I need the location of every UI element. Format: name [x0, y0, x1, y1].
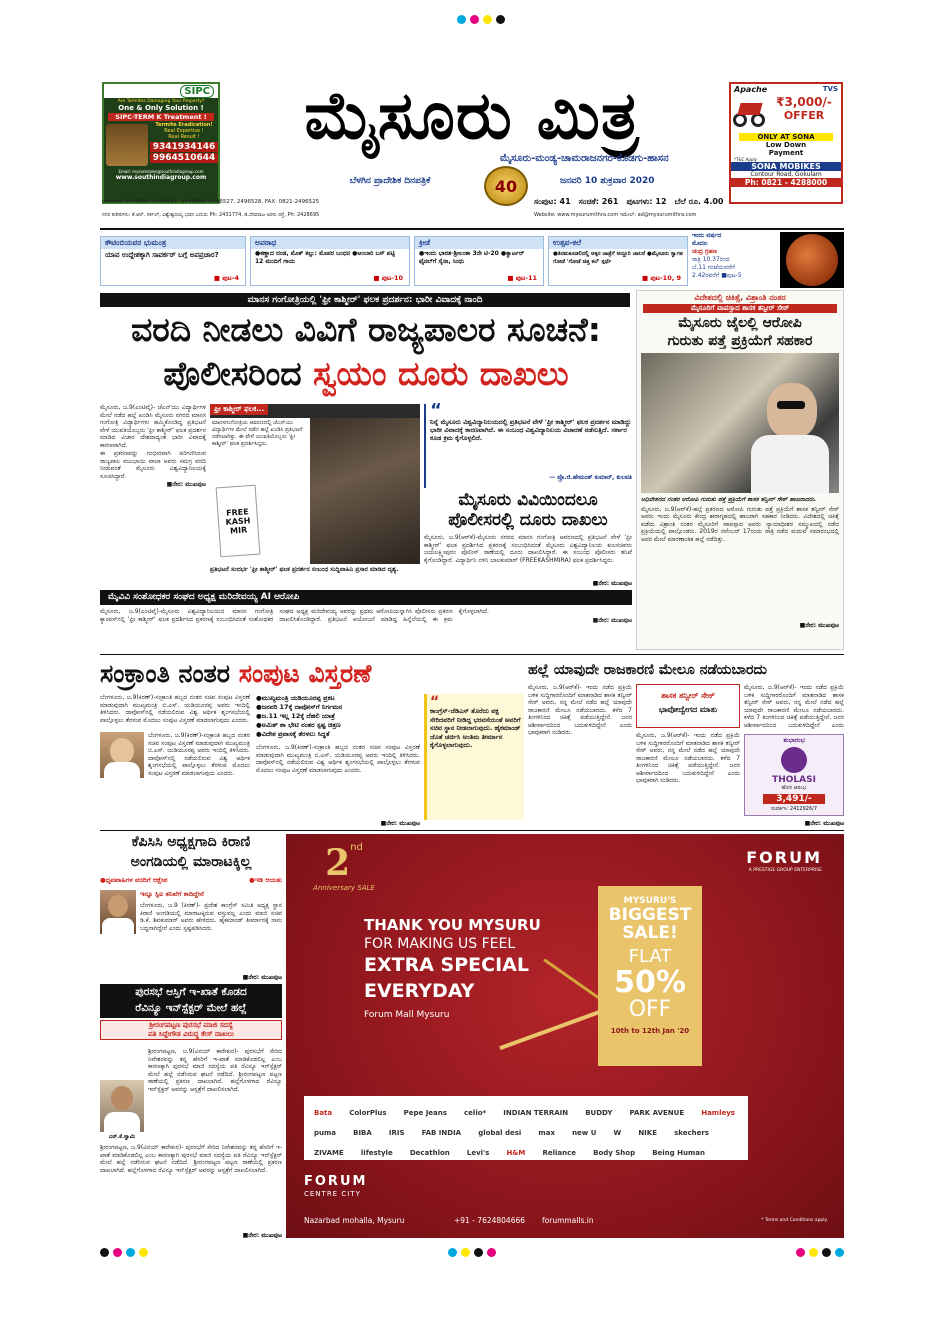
sipc-line5: Real Result ! [168, 134, 200, 140]
forum-tc: * Terms and Conditions apply. [761, 1218, 828, 1223]
brand-logo: PARK AVENUE [629, 1109, 685, 1117]
strip-text: ಯಾವ ಉದ್ದೇಶಕ್ಕಾಗಿ ಸಾವರ್ಕರ್ ಬಗ್ಗೆ ಅಪಪ್ರಚಾರ? [105, 251, 219, 259]
cabinet-body-top [100, 694, 250, 730]
sipc-phone2[interactable]: 9964510644 [150, 153, 218, 163]
masthead-volume-row [534, 197, 724, 207]
lead-quote-box: “ ನಿನ್ನೆ ಮೈಸೂರು ವಿಶ್ವವಿದ್ಯಾನಿಲಯದಲ್ಲಿ ಪ್ರತಿಭಟನೆ ವೇಳೆ 'ಫ್ರೀ ಕಾಶ್ಮೀರ್' ಫಲಕ ಪ್ರದರ್ಶನ ಮಾಡಿದ್ದು ಭಾರೀ ವಿವಾದಕ್ಕೆ ಕಾರಣವಾಗಿದೆ. ಈ ಸಂಬಂಧ ವಿಶ್ವವಿದ್ಯಾನಿಲಯ ವಿಚಾರಣೆ ನಡೆಸುತ್ತಿದೆ. ಸರ್ಕಾರ ಕೂಡ ಕ್ರಮ ಕೈಗೊಳ್ಳಲಿದೆ. — ಪ್ರೊ.ಜಿ.ಹೇಮಂತ್ ಕುಮಾರ್, ಕುಲಪತಿ [424, 404, 632, 488]
header-rule [100, 228, 844, 230]
right-headline-1: ಮೈಸೂರು ಜೈಲಲ್ಲಿ ಆರೋಪಿ [678, 315, 802, 331]
brand-logo: Bata [314, 1109, 333, 1117]
brand-logo: ColorPlus [349, 1109, 387, 1117]
sipc-email[interactable]: Email: mysoresales@southindiagroup.com [118, 169, 204, 174]
apache-addr: Contour Road, Gokulam [750, 171, 822, 178]
strip-item-festival[interactable] [548, 236, 688, 286]
assault-body-2: ಮೈಸೂರು, ಜ.9(ಆರ್‌ಕೆ)- ಇಂದು ನಡೆದ ಪ್ರಕ್ರಿಯೆ ಬಳಿಕ ಸುದ್ದಿಗಾರರೊಂದಿಗೆ ಮಾತನಾಡಿದ ಶಾಸಕ ತನ್ವೀರ್ ಸೇಠ್ ಅವರು, ನನ್ನ ಮೇಲೆ ನಡೆದ ಹಲ್ಲೆ ಯಾವುದೇ ರಾಜಕಾರಣಿ ಮೇಲೂ ನಡೆಯಬಾರದು. ಕಳೆದ 7 ತಿಂಗಳಿನಿಂದ ಚಿಕಿತ್ಸೆ ಪಡೆಯುತ್ತಿದ್ದೇನೆ. ಜನರ ಆಶೀರ್ವಾದದಿಂದ ಬದುಕುಳಿದಿದ್ದೇನೆ ಎಂದು ಭಾವುಕರಾಗಿ ನುಡಿದರು. [636, 732, 740, 784]
eclipse-box[interactable] [692, 232, 844, 288]
brand-logo: Decathlon [409, 1149, 450, 1157]
brand-logo: ZIVAME [314, 1149, 344, 1157]
kpcc-body: ಬೆಂಗಳೂರು, ಜ.9 (ಕಿರಣ್)- ಪ್ರದೇಶ ಕಾಂಗ್ರೆಸ್ ಸಮಿತಿ ಅಧ್ಯಕ್ಷ ಸ್ಥಾನ ಕಿರಾಣಿ ಅಂಗಡಿಯಲ್ಲಿ ಮಾರಾಟಕ್ಕಿರುವ ವಸ್ತುವಲ್ಲ ಎಂದು ಮಾಜಿ ಸಚಿವ ಡಿ.ಕೆ. ಶಿವಕುಮಾರ್ ಅವರು ಹೇಳಿದರು. ಹೈಕಮಾಂಡ್ ತೀರ್ಮಾನಕ್ಕೆ ನಾನು ಬದ್ಧನಾಗಿದ್ದೇನೆ ಎಂದು ಸ್ಪಷ್ಟಪಡಿಸಿದರು. [140, 902, 282, 932]
assault-body-col2 [636, 732, 740, 828]
registration-dot [457, 15, 466, 24]
lead-byline: ■ನೇರ: ಮುಖಪುಟ [166, 481, 206, 488]
strip-item-crime[interactable] [250, 236, 410, 286]
brand-logo: new U [572, 1129, 597, 1137]
municipal-headline-box [100, 984, 282, 1018]
sub-story-headline-2: ಪೊಲೀಸರಲ್ಲಿ ದೂರು ದಾಖಲು [448, 510, 608, 530]
cabinet-bullet: ●ವಿದೇಶ ಪ್ರವಾಸಕ್ಕೆ ತೆರಳಲು ಸಿದ್ಧತೆ [256, 730, 330, 738]
anniversary-num: 2 [325, 842, 351, 884]
apache-store: SONA MOBIKES [731, 162, 841, 171]
brand-logo: max [538, 1129, 555, 1137]
tholasi-name: THOLASI [772, 775, 816, 785]
crowd-image [310, 418, 420, 564]
contact-line: ದೂರವಾಣಿ: 2496520, 2496521, 2496526, 2496527, 2496528, FAX: 0821-2496525 [102, 199, 320, 205]
forum-line3: EXTRA SPECIAL [364, 954, 529, 976]
sipc-phone1[interactable]: 9341934146 [150, 142, 218, 152]
forum-line4: EVERYDAY [364, 980, 475, 1002]
strip-text: ●ಕಣ್ಣಾದ ದಂಡ, ಮೊಕ್ ಕಲ್ಲು: ಮೊಪರ ಬಂಧನ ●ಅಂಬಾರಿ ಬಸ್‌ ಪಟ್ಟಿ 12 ಮಂದಿಗೆ ಗಾಯ [255, 250, 395, 265]
brands-strip [304, 1096, 748, 1160]
lead-quote: ನಿನ್ನೆ ಮೈಸೂರು ವಿಶ್ವವಿದ್ಯಾನಿಲಯದಲ್ಲಿ ಪ್ರತಿಭಟನೆ ವೇಳೆ 'ಫ್ರೀ ಕಾಶ್ಮೀರ್' ಫಲಕ ಪ್ರದರ್ಶನ ಮಾಡಿದ್ದು ಭಾರೀ ವಿವಾದಕ್ಕೆ ಕಾರಣವಾಗಿದೆ. ಈ ಸಂಬಂಧ ವಿಶ್ವವಿದ್ಯಾನಿಲಯ ವಿಚಾರಣೆ ನಡೆಸುತ್ತಿದೆ. ಸರ್ಕಾರ ಕೂಡ ಕ್ರಮ ಕೈಗೊಳ್ಳಲಿದೆ. [430, 418, 632, 442]
strip-head: ಕ್ರೀಡೆ [415, 237, 543, 249]
brand-logo: FAB INDIA [421, 1129, 462, 1137]
eclipse-line1: ಇಂದು ವರ್ಷದ [692, 232, 722, 239]
photo-inset-text: ಮಾನಸಗಂಗೋತ್ರಿಯ ಆವರಣದಲ್ಲಿ ಜೆಎನ್‌ಯು ವಿದ್ಯಾರ್ಥಿಗಳ ಮೇಲೆ ನಡೆದ ಹಲ್ಲೆ ಖಂಡಿಸಿ ಪ್ರತಿಭಟನೆ ನಡೆಸಲಾಗಿತ್ತು. ಈ ವೇಳೆ ಯುವತಿಯೊಬ್ಬರು 'ಫ್ರೀ ಕಾಶ್ಮೀರ್' ಫಲಕ ಪ್ರದರ್ಶಿಸಿದ್ದರು. [212, 420, 303, 447]
right-headline-2: ಗುರುತು ಪತ್ತೆ ಪ್ರಕ್ರಿಯೆಗೆ ಸಹಕಾರ [667, 333, 813, 349]
brand-logo: Reliance [542, 1149, 577, 1157]
sale-off: OFF [628, 997, 672, 1022]
cabinet-body: ಬೆಂಗಳೂರು, ಜ.9(ಕಿರಣ್)-ಸಂಕ್ರಾಂತಿ ಹಬ್ಬದ ನಂತರ ಸಚಿವ ಸಂಪುಟ ವಿಸ್ತರಣೆ ಮಾಡುವುದಾಗಿ ಮುಖ್ಯಮಂತ್ರಿ ಬಿ.ಎಸ್. ಯಡಿಯೂರಪ್ಪ ಅವರು ಇಂದಿಲ್ಲಿ ತಿಳಿಸಿದರು. ದಾವೋಸ್‌ನಲ್ಲಿ ನಡೆಯಲಿರುವ ವಿಶ್ವ ಆರ್ಥಿಕ ಶೃಂಗಸಭೆಯಲ್ಲಿ ಪಾಲ್ಗೊಳ್ಳಲು ತೆರಳುವ ಮೊದಲು ಸಂಪುಟ ವಿಸ್ತರಣೆ ಮಾಡಲಾಗುವುದು ಎಂದರು. [100, 694, 250, 724]
placard [216, 485, 261, 558]
cabinet-bullet: ●ಮುಖ್ಯಮಂತ್ರಿ ಯಡಿಯೂರಪ್ಪ ಪ್ರಕಟ [256, 694, 335, 702]
registration-dot [113, 1248, 122, 1257]
municipal-headline-2: ರೆವಿನ್ಯೂ ಇನ್‌ಸ್ಪೆಕ್ಟರ್ ಮೇಲೆ ಹಲ್ಲೆ [135, 1002, 247, 1014]
eclipse-line6: 2.42ರವರೆಗೆ ■ಪುಟ-5 [692, 272, 742, 279]
brand-logo: W [613, 1129, 622, 1137]
lead-headline-2a: ಪೊಲೀಸರಿಂದ [163, 354, 302, 393]
municipal-byline: ■ನೇರ: ಮುಖಪುಟ [242, 1232, 282, 1239]
tholasi-logo [781, 747, 807, 773]
registration-dot [100, 1248, 109, 1257]
sale-tag [598, 886, 702, 1066]
sipc-web[interactable]: www.southindiagroup.com [115, 174, 207, 181]
apache-low: Low Down [765, 141, 807, 149]
brand-logo: BUDDY [585, 1109, 613, 1117]
registration-dot [470, 15, 479, 24]
assault-sub-2: ಭಾವೋದ್ವೇಗದ ಮಾತು [658, 705, 718, 714]
right-byline: ■ನೇರ: ಮುಖಪುಟ [799, 621, 839, 629]
strip-page: ■ ಪುಟ-4 [213, 274, 239, 282]
cabinet-bullet: ●ಅಮಿತ್ ಶಾ ಭೇಟಿ ನಂತರ ಸ್ಪಷ್ಟ ಚಿತ್ರಣ [256, 721, 341, 729]
eclipse-line4: ರಾತ್ರಿ 10.37ರಿಂದ [692, 256, 730, 263]
yeddyurappa-photo [100, 732, 144, 778]
right-body-text: ಮೈಸೂರು, ಜ.9(ಆರ್‌ಕೆ)-ಹಲ್ಲೆ ಪ್ರಕರಣದ ಆರೋಪಿ ಗುರುತು ಪತ್ತೆ ಪ್ರಕ್ರಿಯೆಗೆ ಶಾಸಕ ತನ್ವೀರ್ ಸೇಠ್ ಅವರು ಇಂದು ಮೈಸೂರು ಕೇಂದ್ರ ಕಾರಾಗೃಹದಲ್ಲಿ ಹಾಜರಾಗಿ ಸಹಕಾರ ನೀಡಿದರು. ವಿದೇಶದಲ್ಲಿ ಚಿಕಿತ್ಸೆ ಪಡೆದು ವಿಶ್ರಾಂತಿ ನಂತರ ಮೈಸೂರಿಗೆ ವಾಪಸ್ಸಾದ ಅವರು ನ್ಯಾಯಾಧೀಶರ ಸಮ್ಮುಖದಲ್ಲಿ ನಡೆದ ಪ್ರಕ್ರಿಯೆಯಲ್ಲಿ ಪಾಲ್ಗೊಂಡರು. 2019ರ ನವೆಂಬರ್ 17ರಂದು ರಾತ್ರಿ ನಡೆದ ಮದುವೆ ಸಮಾರಂಭದಲ್ಲಿ ಅವರ ಮೇಲೆ ಮಾರಣಾಂತಿಕ ಹಲ್ಲೆ ನಡೆದಿತ್ತು. [641, 505, 839, 543]
brand-logo: Body Shop [593, 1149, 636, 1157]
assault-body-col1 [528, 684, 632, 824]
masthead-tagline: ಮೈಸೂರು-ಮಂಡ್ಯ-ಚಾಮರಾಜನಗರ-ಕೊಡಗು-ಹಾಸನ [500, 153, 669, 164]
registration-dot [822, 1248, 831, 1257]
assault-subbox [636, 684, 740, 728]
strip-head: ಅಪರಾಧ [251, 237, 409, 249]
termite-image [106, 124, 148, 166]
eclipse-line5: ಬೆ.11 ಗಂಟೆಯವರೆಗೆ [692, 264, 735, 271]
issue: ಸಂಚಿಕೆ: 261 [578, 197, 619, 206]
tholasi-addr: ಸಂಪರ್ಕಿಸಿ: 2412926/7 [770, 806, 818, 812]
section-rule [100, 654, 844, 655]
price: ಬೆಲೆ ರೂ. 4.00 [674, 197, 724, 206]
cabinet-headline-b: ಸಂಪುಟ ವಿಸ್ತರಣೆ [238, 659, 372, 688]
swamy-caption: ಎನ್.ಕೆ.ಸ್ವಾಮಿ [108, 1134, 136, 1140]
lead-body-1: ಮೈಸೂರು, ಜ.9(ಎಂಟಿವೈ)- ಜೆಎನ್‌ಯು ವಿದ್ಯಾರ್ಥಿಗಳ ಮೇಲೆ ನಡೆದ ಹಲ್ಲೆ ಖಂಡಿಸಿ ಮೈಸೂರು ನಗರದ ಮಾನಸ ಗಂಗೋತ್ರಿ ವಿದ್ಯಾರ್ಥಿಗಳು ಹಮ್ಮಿಕೊಂಡಿದ್ದ ಪ್ರತಿಭಟನೆ ವೇಳೆ ಯುವತಿಯೊಬ್ಬರು 'ಫ್ರೀ ಕಾಶ್ಮೀರ್' ಫಲಕ ಪ್ರದರ್ಶನ ಮಾಡಿದ ವಿಚಾರ ದೇಶದಾದ್ಯಂತ ಭಾರೀ ವಿವಾದಕ್ಕೆ ಕಾರಣವಾಗಿದೆ. [100, 404, 206, 449]
mid-band-body [100, 608, 632, 648]
right-caption: ಅಧಿವೇಶನದ ನಂತರ ಆರೋಪಿ ಗುರುತು ಪತ್ತೆ ಪ್ರಕ್ರಿಯೆಗೆ ಶಾಸಕ ತನ್ವೀರ್ ಸೇಠ್ ಹಾಜರಾದರು. [641, 496, 817, 503]
forum-logo-sub: A PRESTIGE GROUP ENTERPRISE [748, 868, 822, 873]
brand-logo: lifestyle [360, 1149, 393, 1157]
lead-headline-2 [100, 352, 632, 396]
cabinet-bullet: ●ಜನವರಿ 17ಕ್ಕೆ ದಾವೋಸ್‌ಗೆ ನಿರ್ಗಮನ [256, 703, 343, 711]
cabinet-body-col2-text: ಬೆಂಗಳೂರು, ಜ.9(ಕಿರಣ್)-ಸಂಕ್ರಾಂತಿ ಹಬ್ಬದ ನಂತರ ಸಚಿವ ಸಂಪುಟ ವಿಸ್ತರಣೆ ಮಾಡುವುದಾಗಿ ಮುಖ್ಯಮಂತ್ರಿ ಬಿ.ಎಸ್. ಯಡಿಯೂರಪ್ಪ ಅವರು ಇಂದಿಲ್ಲಿ ತಿಳಿಸಿದರು. ದಾವೋಸ್‌ನಲ್ಲಿ ನಡೆಯಲಿರುವ ವಿಶ್ವ ಆರ್ಥಿಕ ಶೃಂಗಸಭೆಯಲ್ಲಿ ಪಾಲ್ಗೊಳ್ಳಲು ತೆರಳುವ ಮೊದಲು ಸಂಪುಟ ವಿಸ್ತರಣೆ ಮಾಡಲಾಗುವುದು ಎಂದರು. [256, 744, 420, 774]
assault-body-3: ಮೈಸೂರು, ಜ.9(ಆರ್‌ಕೆ)- ಇಂದು ನಡೆದ ಪ್ರಕ್ರಿಯೆ ಬಳಿಕ ಸುದ್ದಿಗಾರರೊಂದಿಗೆ ಮಾತನಾಡಿದ ಶಾಸಕ ತನ್ವೀರ್ ಸೇಠ್ ಅವರು, ನನ್ನ ಮೇಲೆ ನಡೆದ ಹಲ್ಲೆ ಯಾವುದೇ ರಾಜಕಾರಣಿ ಮೇಲೂ ನಡೆಯಬಾರದು. ಕಳೆದ 7 ತಿಂಗಳಿನಿಂದ ಚಿಕಿತ್ಸೆ ಪಡೆಯುತ್ತಿದ್ದೇನೆ. ಜನರ ಆಶೀರ್ವಾದದಿಂದ ಬದುಕುಳಿದಿದ್ದೇನೆ ಎಂದು [744, 684, 844, 729]
registration-dot [461, 1248, 470, 1257]
cabinet-headline-a: ಸಂಕ್ರಾಂತಿ ನಂತರ [100, 659, 231, 688]
forum-line2: FOR MAKING US FEEL [364, 936, 516, 952]
right-kicker-1: ವಿದೇಶದಲ್ಲಿ ಚಿಕಿತ್ಸೆ, ವಿಶ್ರಾಂತಿ ನಂತರ [694, 293, 786, 302]
municipal-sub-1: ಶ್ರೀರಂಗಪಟ್ಟಣ ಪುರಸಭೆ ಮಾಜಿ ಸದಸ್ಯೆ [149, 1021, 233, 1029]
pages: ಪುಟಗಳು: 12 [626, 197, 667, 206]
brand-logo: INDIAN TERRAIN [503, 1109, 569, 1117]
sipc-question: Are Termites Damaging Your Property? [117, 99, 205, 104]
registration-dot [448, 1248, 457, 1257]
eclipse-line2: ಮೊದಲ [692, 240, 708, 247]
swamy-photo [100, 1080, 144, 1132]
forum-phone[interactable]: +91 - 7624804666 [454, 1216, 526, 1225]
apache-offer: OFFER [783, 109, 825, 122]
web-line[interactable]: Website: www.mysurumithra.com ಇಮೇಲ್: ad@mysurumithra.com [534, 212, 697, 218]
registration-dot [483, 15, 492, 24]
municipal-body-col1 [148, 1048, 282, 1138]
registration-dot [487, 1248, 496, 1257]
brand-logo: skechers [674, 1129, 709, 1137]
municipal-sub-2: ಪತಿ ಸಿದ್ದೇಗೌಡ ವಿರುದ್ಧ ಕೇಸ್ ದಾಖಲು [148, 1030, 234, 1038]
forum-centre-2: CENTRE CITY [304, 1190, 361, 1198]
assault-byline: ■ನೇರ: ಮುಖಪುಟ [804, 820, 844, 827]
apache-price: ₹3,000/- [776, 95, 832, 109]
sub-story-headline-1: ಮೈಸೂರು ವಿವಿಯಿಂದಲೂ [458, 490, 598, 510]
forum-logo: FORUM [746, 848, 822, 867]
registration-dot [796, 1248, 805, 1257]
assault-body: ಮೈಸೂರು, ಜ.9(ಆರ್‌ಕೆ)- ಇಂದು ನಡೆದ ಪ್ರಕ್ರಿಯೆ ಬಳಿಕ ಸುದ್ದಿಗಾರರೊಂದಿಗೆ ಮಾತನಾಡಿದ ಶಾಸಕ ತನ್ವೀರ್ ಸೇಠ್ ಅವರು, ನನ್ನ ಮೇಲೆ ನಡೆದ ಹಲ್ಲೆ ಯಾವುದೇ ರಾಜಕಾರಣಿ ಮೇಲೂ ನಡೆಯಬಾರದು. ಕಳೆದ 7 ತಿಂಗಳಿನಿಂದ ಚಿಕಿತ್ಸೆ ಪಡೆಯುತ್ತಿದ್ದೇನೆ. ಜನರ ಆಶೀರ್ವಾದದಿಂದ ಬದುಕುಳಿದಿದ್ದೇನೆ ಎಂದು ಭಾವುಕರಾಗಿ ನುಡಿದರು. [528, 684, 632, 736]
tanveer-photo [641, 353, 839, 493]
mid-band-byline: ■ನೇರ: ಮುಖಪುಟ [592, 616, 632, 624]
brand-logo: NIKE [638, 1129, 657, 1137]
municipal-body: ಶ್ರೀರಂಗಪಟ್ಟಣ, ಜ.9(ವಿನಯ್ ಕಾರೇಕುರ)- ಪುರಸಭೆಗೆ ಸೇರಿದ ನಿವೇಶನವನ್ನು ತನ್ನ ಹೆಸರಿಗೆ ಇ-ಖಾತೆ ಮಾಡಿಕೊಡಲಿಲ್ಲ ಎಂಬ ಕಾರಣಕ್ಕಾಗಿ ಪುರಸಭೆ ಮಾಜಿ ಸದಸ್ಯೆಯ ಪತಿ ರೆವಿನ್ಯೂ ಇನ್‌ಸ್ಪೆಕ್ಟರ್ ಮೇಲೆ ಹಲ್ಲೆ ನಡೆಸಿರುವ ಘಟನೆ ನಡೆದಿದೆ. ಶ್ರೀರಂಗಪಟ್ಟಣ ಪಟ್ಟಣ ಠಾಣೆಯಲ್ಲಿ ಪ್ರಕರಣ ದಾಖಲಾಗಿದೆ. ಹಲ್ಲೆಗೊಳಗಾದ ರೆವಿನ್ಯೂ ಇನ್‌ಸ್ಪೆಕ್ಟರ್ ಅವರನ್ನು ಆಸ್ಪತ್ರೆಗೆ ದಾಖಲಿಸಲಾಗಿದೆ. [148, 1048, 282, 1093]
cabinet-quote-box: “ ಕಾಂಗ್ರೆಸ್-ಜೆಡಿಎಸ್ ತೊರೆದು ಪಕ್ಷ ಸೇರಿದವರಿಗೆ ನೀಡಿದ್ದ ಭರವಸೆಯಂತೆ ಅವರಿಗೆ ಸಚಿವ ಸ್ಥಾನ ನೀಡಲಾಗುವುದು. ಹೈಕಮಾಂಡ್ ಜೊತೆ ಚರ್ಚಿಸಿ ಅಂತಿಮ ತೀರ್ಮಾನ ಕೈಗೊಳ್ಳಲಾಗುವುದು. [424, 694, 524, 820]
placard-text: FREE KASHMIR [225, 506, 251, 536]
forum-ad[interactable] [286, 834, 844, 1238]
strip-head: ಕೌಟಿಂಬಿಯವರ ಭುಮಂತ್ರ [101, 237, 245, 249]
sipc-line2: SIPC-TERM K Treatment ! [108, 113, 214, 121]
strip-page: ■ ಪುಟ-10 [373, 274, 403, 282]
assault-headline: ಹಲ್ಲೆ ಯಾವುದೇ ರಾಜಕಾರಣಿ ಮೇಲೂ ನಡೆಯಬಾರದು [528, 662, 767, 678]
brand-logo: IRIS [388, 1129, 405, 1137]
apache-phone[interactable]: Ph: 0821 - 4288000 [731, 178, 841, 187]
lead-photo-caption: ಪ್ರತಿಭಟನೆ ಸಂದರ್ಭ 'ಫ್ರೀ ಕಾಶ್ಮೀರ್' ಫಲಕ ಪ್ರದರ್ಶನ ಸಂಬಂಧ ಸುದ್ದಿವಾಹಿನಿ ಪ್ರಸಾರ ಮಾಡಿದ ದೃಶ್ಯ. [210, 566, 399, 573]
kpcc-headline-2: ಅಂಗಡಿಯಲ್ಲಿ ಮಾರಾಟಕ್ಕಿಲ್ಲ [130, 854, 252, 870]
masthead-subtitle: ಬೆಳಗಿನ ಪ್ರಾದೇಶಿಕ ದಿನಪತ್ರಿಕೆ [349, 176, 431, 186]
brand-logo: H&M [506, 1149, 526, 1157]
tholasi-top: ಶುಭಾರಂಭ [783, 737, 805, 744]
strip-item-column[interactable] [100, 236, 246, 286]
sub-story-byline: ■ನೇರ: ಮುಖಪುಟ [592, 580, 632, 587]
moon-image [786, 234, 838, 286]
anniversary-number: 40 [494, 176, 518, 196]
lead-headline-2b: ಸ್ವಯಂ ದೂರು ದಾಖಲು [313, 354, 569, 393]
bike-image [731, 95, 767, 133]
assault-sub-1: ಶಾಸಕ ತನ್ವೀರ್ ಸೇಠ್ [661, 691, 715, 700]
municipal-body-col2 [100, 1144, 282, 1236]
sipc-line4: Real Expertise ! [164, 128, 204, 134]
lead-headline-1: ವರದಿ ನೀಡಲು ವಿವಿಗೆ ರಾಜ್ಯಪಾಲರ ಸೂಚನೆ: [131, 310, 601, 349]
masthead-title: ಮೈಸೂರು ಮಿತ್ರ [304, 77, 640, 154]
shivakumar-photo [100, 890, 136, 934]
section-rule [100, 830, 844, 831]
right-body [637, 504, 843, 622]
brand-logo: Levi's [466, 1149, 490, 1157]
sub-story-body [424, 534, 632, 586]
kpcc-sub-2: ●ಇಡಿ ಆಯತು [248, 876, 282, 884]
registration-dot [126, 1248, 135, 1257]
cabinet-body-col1 [148, 732, 250, 828]
cabinet-body-col2 [256, 744, 420, 818]
sipc-line3: Termite Eradication! [155, 122, 213, 128]
apache-brand: Apache [734, 85, 768, 94]
office-line: ನಗರ ಕಚೇರಿಗಳು: ಕೆ.ಆರ್. ಸರ್ಕಲ್, ವಿಶ್ವೇಶ್ವರಯ್ಯ ಭವನ ಎದುರು Ph: 2431774, ಡಿ.ದೇವರಾಜ ಅರಸು ರಸ್ತೆ, Ph: 2428695 [102, 212, 320, 218]
brand-logo: Being Human [652, 1149, 705, 1157]
strip-item-sports[interactable] [414, 236, 544, 286]
volume: ಸಂಪುಟ: 41 [534, 197, 571, 206]
apache-ad[interactable] [729, 82, 843, 204]
apache-tc: *T&C Apply [734, 157, 757, 162]
eclipse-line3: ಚಂದ್ರ ಗ್ರಹಣ [692, 248, 717, 255]
registration-dot [835, 1248, 844, 1257]
municipal-subbox [100, 1020, 282, 1040]
sale-flat: FLAT [628, 946, 672, 967]
strip-text: ●ತಿರಮಕೂಡಲಿನಲ್ಲಿ ಅಕ್ಕರ ಚಾತ್ರೆಗೆ ಅದ್ದೂರಿ ಚಾಲನೆ ●ಮೈಸೂರು ಸ್ವಾಗತ ಗೋಡೆ 'ಗೋಡೆ ಚಿತ್ತ ಕಲೆ' ಸ್ಪರ್ಧೆ [553, 251, 683, 265]
cabinet-byline: ■ನೇರ: ಮುಖಪುಟ [380, 820, 420, 827]
mid-band: ಮೈವಿವಿ ಸಂಶೋಧಕರ ಸಂಘದ ಅಧ್ಯಕ್ಷ ಮರಿದೇವಯ್ಯ AI ಆರೋಪಿ [100, 590, 632, 605]
cabinet-bullet: ●ಜ.11 ಇಲ್ಲ 12ಕ್ಕೆ ದೆಹಲಿ ಯಾತ್ರೆ [256, 712, 336, 720]
sale-tag1: MYSURU'S [623, 896, 677, 906]
brand-logo: global desi [478, 1129, 522, 1137]
brand-logo: Pepe Jeans [403, 1109, 447, 1117]
anniversary-text: Anniversary SALE [313, 884, 375, 892]
kpcc-subs [100, 876, 282, 885]
registration-dot [139, 1248, 148, 1257]
sale-tag3: SALE! [622, 923, 678, 943]
lead-quote-by: — ಪ್ರೊ.ಜಿ.ಹೇಮಂತ್ ಕುಮಾರ್, ಕುಲಪತಿ [549, 474, 632, 481]
lead-kicker: ಮಾನಸ ಗಂಗೋತ್ರಿಯಲ್ಲಿ 'ಫ್ರೀ ಕಾಶ್ಮೀರ್' ಫಲಕ ಪ್ರದರ್ಶನ: ಭಾರೀ ವಿವಾದಕ್ಕೆ ನಾಂದಿ [100, 293, 630, 307]
sale-dates: 10th to 12th Jan '20 [610, 1027, 690, 1035]
brand-logo: celio* [464, 1109, 487, 1117]
strip-head: ಉತ್ಸವ-ಕಲೆ [549, 237, 687, 249]
municipal-body-2: ಶ್ರೀರಂಗಪಟ್ಟಣ, ಜ.9(ವಿನಯ್ ಕಾರೇಕುರ)- ಪುರಸಭೆಗೆ ಸೇರಿದ ನಿವೇಶನವನ್ನು ತನ್ನ ಹೆಸರಿಗೆ ಇ-ಖಾತೆ ಮಾಡಿಕೊಡಲಿಲ್ಲ ಎಂಬ ಕಾರಣಕ್ಕಾಗಿ ಪುರಸಭೆ ಮಾಜಿ ಸದಸ್ಯೆಯ ಪತಿ ರೆವಿನ್ಯೂ ಇನ್‌ಸ್ಪೆಕ್ಟರ್ ಮೇಲೆ ಹಲ್ಲೆ ನಡೆಸಿರುವ ಘಟನೆ ನಡೆದಿದೆ. ಶ್ರೀರಂಗಪಟ್ಟಣ ಪಟ್ಟಣ ಠಾಣೆಯಲ್ಲಿ ಪ್ರಕರಣ ದಾಖಲಾಗಿದೆ. ಹಲ್ಲೆಗೊಳಗಾದ ರೆವಿನ್ಯೂ ಇನ್‌ಸ್ಪೆಕ್ಟರ್ ಅವರನ್ನು ಆಸ್ಪತ್ರೆಗೆ ದಾಖಲಿಸಲಾಗಿದೆ. [100, 1144, 282, 1174]
forum-web[interactable]: forummalls.in [542, 1216, 594, 1225]
assault-body-col3 [744, 684, 844, 730]
forum-address: Nazarbad mohalla, Mysuru [304, 1216, 405, 1225]
forum-centre: FORUM [304, 1174, 368, 1189]
registration-dot [809, 1248, 818, 1257]
protest-photo [210, 404, 420, 564]
anniversary-mark [304, 842, 384, 892]
tholasi-sub: ಹೊಸ ಆರಂಭ [781, 785, 807, 791]
strip-page: ■ ಪುಟ-10, 9 [642, 274, 681, 282]
sipc-logo: SIPC [180, 85, 214, 98]
right-kicker-2: ಮೈಸೂರಿಗೆ ವಾಪಸ್ಸಾದ ಶಾಸಕ ತನ್ವೀರ್ ಸೇಠ್ [643, 304, 837, 313]
mid-band-text: ಮೈಸೂರು, ಜ.9(ಎಂಟಿವೈ)-ಮೈಸೂರು ವಿಶ್ವವಿದ್ಯಾನಿಲಯದ ಮಾನಸ ಗಂಗೋತ್ರಿ ಕ್ಯಾಂಪಸ್‌ನಲ್ಲಿ 'ಫ್ರೀ ಕಾಶ್ಮೀರ್' ಫಲಕ ಪ್ರದರ್ಶಿಸಿದ ಪ್ರಕರಣಕ್ಕೆ ಸಂಬಂಧಿಸಿದಂತೆ ಸಂಶೋಧಕರ ಸಂಘದ ಅಧ್ಯಕ್ಷ ಮರಿದೇವಯ್ಯ ಅವರನ್ನು ಪ್ರಥಮ ಆರೋಪಿಯನ್ನಾಗಿಸಿ ಪೊಲೀಸರು ಪ್ರಕರಣ ದಾಖಲಿಸಿಕೊಂಡಿದ್ದಾರೆ. ಪ್ರತಿಭಟನೆ ಆಯೋಜನೆ ಮಾಡಿದ್ದ ಹಿನ್ನೆಲೆಯಲ್ಲಿ ಈ ಕ್ರಮ ಕೈಗೊಳ್ಳಲಾಗಿದೆ. [100, 608, 489, 623]
tvs-brand: TVS [822, 85, 838, 93]
tholasi-ad[interactable] [744, 734, 844, 816]
brand-logo: Hamleys [701, 1109, 735, 1117]
sub-story-text: ಮೈಸೂರು, ಜ.9(ಆರ್‌ಕೆ)-ಮೈಸೂರು ನಗರದ ಮಾನಸ ಗಂಗೋತ್ರಿ ಆವರಣದಲ್ಲಿ ಪ್ರತಿಭಟನೆ ವೇಳೆ 'ಫ್ರೀ ಕಾಶ್ಮೀರ್' ಫಲಕ ಪ್ರದರ್ಶಿಸಿದ ಪ್ರಕರಣಕ್ಕೆ ಸಂಬಂಧಿಸಿದಂತೆ ಮೈಸೂರು ವಿಶ್ವವಿದ್ಯಾನಿಲಯ ಕುಲಸಚಿವರು ಜಯಲಕ್ಷ್ಮೀಪುರಂ ಪೊಲೀಸ್ ಠಾಣೆಯಲ್ಲಿ ದೂರು ದಾಖಲಿಸಿದ್ದಾರೆ. ಈ ಸಂಬಂಧ ಪೊಲೀಸರು ತನಿಖೆ ಕೈಗೊಂಡಿದ್ದಾರೆ. ವಿದ್ಯಾರ್ಥಿನಿ ನಳಿನಿ ಬಾಲಕುಮಾರ್ (FREEKASHMIRA) ಫಲಕ ಪ್ರದರ್ಶಿಸಿದ್ದರು. [424, 534, 632, 564]
kpcc-sub-1: ●ಧೃವಪಾಹಿಗಳ ವರದಿಗೆ ಆಕ್ಷೇಪ [100, 876, 168, 884]
forum-mall: Forum Mall Mysuru [364, 1010, 450, 1020]
cabinet-bullets [256, 694, 420, 739]
cabinet-headline [100, 656, 522, 692]
kpcc-byline: ■ನೇರ: ಮುಖಪುಟ [242, 974, 282, 981]
brand-logo: puma [314, 1129, 337, 1137]
cabinet-body-repeat: ಬೆಂಗಳೂರು, ಜ.9(ಕಿರಣ್)-ಸಂಕ್ರಾಂತಿ ಹಬ್ಬದ ನಂತರ ಸಚಿವ ಸಂಪುಟ ವಿಸ್ತರಣೆ ಮಾಡುವುದಾಗಿ ಮುಖ್ಯಮಂತ್ರಿ ಬಿ.ಎಸ್. ಯಡಿಯೂರಪ್ಪ ಅವರು ಇಂದಿಲ್ಲಿ ತಿಳಿಸಿದರು. ದಾವೋಸ್‌ನಲ್ಲಿ ನಡೆಯಲಿರುವ ವಿಶ್ವ ಆರ್ಥಿಕ ಶೃಂಗಸಭೆಯಲ್ಲಿ ಪಾಲ್ಗೊಳ್ಳಲು ತೆರಳುವ ಮೊದಲು ಸಂಪುಟ ವಿಸ್ತರಣೆ ಮಾಡಲಾಗುವುದು ಎಂದರು. [148, 732, 250, 777]
registration-dot [496, 15, 505, 24]
sipc-line1: One & Only Solution ! [118, 104, 204, 112]
strip-page: ■ ಪುಟ-11 [507, 274, 537, 282]
lead-body-2: ಈ ಪ್ರಕರಣವನ್ನು ಗಂಭೀರವಾಗಿ ಪರಿಗಣಿಸಿರುವ ರಾಜ್ಯಪಾಲ ವಜುಭಾಯಿ ವಾಲಾ ಅವರು ಸಮಗ್ರ ವರದಿ ನೀಡುವಂತೆ ಮೈಸೂರು ವಿಶ್ವವಿದ್ಯಾನಿಲಯಕ್ಕೆ ಸೂಚಿಸಿದ್ದಾರೆ. [100, 450, 206, 480]
sale-pct: 50% [614, 965, 686, 1000]
cabinet-quote: ಕಾಂಗ್ರೆಸ್-ಜೆಡಿಎಸ್ ತೊರೆದು ಪಕ್ಷ ಸೇರಿದವರಿಗೆ ನೀಡಿದ್ದ ಭರವಸೆಯಂತೆ ಅವರಿಗೆ ಸಚಿವ ಸ್ಥಾನ ನೀಡಲಾಗುವುದು. ಹೈಕಮಾಂಡ್ ಜೊತೆ ಚರ್ಚಿಸಿ ಅಂತಿಮ ತೀರ್ಮಾನ ಕೈಗೊಳ್ಳಲಾಗುವುದು. [430, 707, 521, 749]
sipc-ad[interactable] [102, 82, 220, 204]
lead-body-col1 [100, 404, 206, 564]
brand-logo: BIBA [353, 1129, 372, 1137]
apache-only: ONLY AT SONA [739, 133, 833, 141]
tholasi-price: 3,491/- [763, 794, 825, 804]
kpcc-body-box [140, 902, 282, 974]
strip-text: ●ಇಂದು ಭಾರತ-ಶ್ರೀಲಂಕಾ 3ನೇ ಟಿ-20 ●ಕ್ವಾರ್ಟರ್ ಫೈನಲ್‌ಗೆ ಸೈನಾ, ಸಿಂಧು [419, 250, 525, 265]
kpcc-quote: ಇನ್ನೂ ಸ್ಪಿಐ ತನಿಖೆಗೆ ಕಾದಿದ್ದೇನೆ [140, 890, 204, 898]
kpcc-headline-1: ಕೆಪಿಸಿಸಿ ಅಧ್ಯಕ್ಷಗಾದಿ ಕಿರಾಣಿ [131, 834, 251, 850]
photo-tag: ಫ್ರೀ ಕಾಶ್ಮೀರ್ ಫಲಕ... [210, 404, 268, 415]
registration-dot [474, 1248, 483, 1257]
municipal-headline-1: ಪುರಸಭೆ ಆಸ್ತಿಗೆ ಇ-ಖಾತೆ ಕೊಡದ [135, 986, 247, 998]
apache-payment: Payment [768, 149, 804, 157]
anniversary-sup: nd [350, 842, 363, 853]
masthead-date: ಜನವರಿ 10 ಶುಕ್ರವಾರ 2020 [560, 176, 655, 186]
forum-thank: THANK YOU MYSURU [364, 916, 541, 934]
right-story [636, 290, 844, 650]
sale-tag2: BIGGEST [608, 905, 692, 925]
